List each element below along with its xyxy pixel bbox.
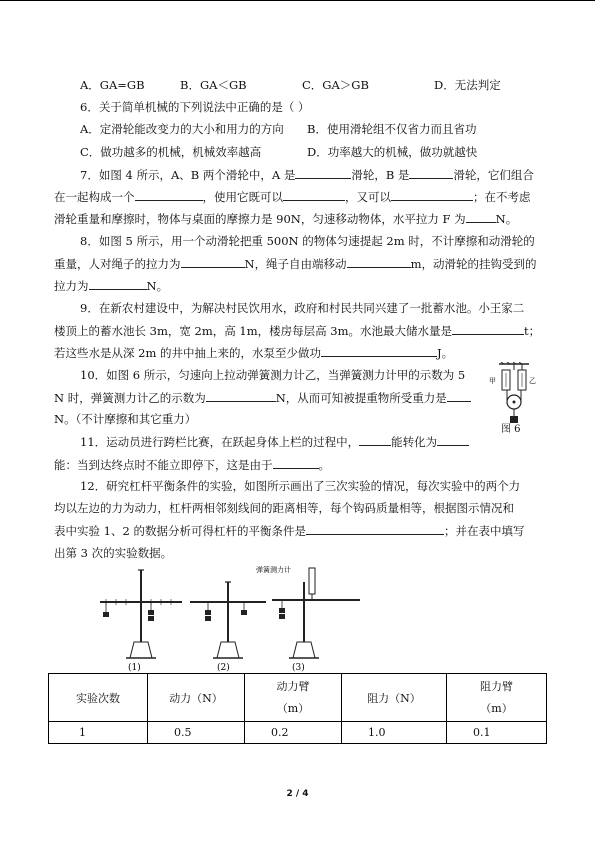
q7-blank-b[interactable] (409, 166, 453, 179)
q7-blank-e[interactable] (391, 188, 473, 201)
q8-line1: 8．如图 5 所示，用一个动滑轮把重 500N 的物体匀速提起 2m 时，不计摩擦和动滑轮的 (80, 234, 535, 248)
q5-option-d: D．无法判定 (434, 78, 501, 92)
q10-line1: 10．如图 6 所示，匀速向上拉动弹簧测力计乙，当弹簧测力计甲的示数为 5 (80, 368, 466, 382)
table-cell: 0.1 (447, 722, 547, 744)
lever-figure-3-note: 弹簧测力计 (256, 566, 291, 574)
q12-line4: 出第 3 次的实验数据。 (54, 546, 173, 560)
table-cell: 0.5 (148, 722, 245, 744)
table-row (49, 722, 547, 744)
q7-blank-c[interactable] (135, 188, 203, 201)
q7-blank-d[interactable] (283, 188, 345, 201)
q8-line3: 拉力为 N。 (54, 279, 169, 293)
lever-figure-1-label: (1) (128, 663, 141, 673)
q5-option-b: B．GA＜GB (180, 78, 247, 92)
table-cell: 0.2 (245, 722, 342, 744)
table-cell: 1.0 (342, 722, 447, 744)
page-number: 2 / 4 (286, 789, 309, 799)
q11-blank-b[interactable] (437, 433, 469, 446)
lever-figure-3-label: (3) (292, 663, 305, 673)
q10-line2: N 时，弹簧测力计乙的示数为 N，从而可知被提重物所受重力是 (54, 389, 471, 406)
q6-option-c: C．做功越多的机械，机械效率越高 (80, 145, 262, 159)
q12-line3: 表中实验 1、2 的数据分析可得杠杆的平衡条件是 ；并在表中填写 (54, 524, 525, 538)
q7-line1: 7．如图 4 所示，A、B 两个滑轮中，A 是 滑轮，B 是 滑轮，它们组合 (80, 168, 534, 182)
table-header-row (49, 674, 547, 722)
figure-6-caption: 图 6 (501, 424, 521, 435)
table-header-effort-arm: 动力臂 （m） (245, 674, 342, 722)
table-header-trial: 实验次数 (49, 674, 148, 722)
header-rule (0, 0, 595, 1)
figure-6-label-right: 乙 (529, 377, 536, 385)
q11-blank-a[interactable] (359, 433, 391, 446)
lever-data-table (48, 673, 547, 744)
q7-blank-f[interactable] (466, 210, 496, 223)
q10-blank-a[interactable] (206, 389, 276, 402)
q8-blank-c[interactable] (89, 277, 147, 290)
q10-line3: N。（不计摩擦和其它重力） (54, 412, 197, 426)
q6-option-b: B．使用滑轮组不仅省力而且省功 (307, 122, 477, 136)
q8-line2: 重量，人对绳子的拉力为 N，绳子自由端移动 m，动滑轮的挂钩受到的 (54, 257, 537, 271)
lever-figure-2 (190, 582, 266, 673)
q9-line1: 9．在新农村建设中，为解决村民饮用水，政府和村民共同兴建了一批蓄水池。小王家二 (80, 301, 525, 315)
q8-blank-a[interactable] (181, 255, 245, 268)
q9-blank-a[interactable] (452, 322, 524, 335)
q7-blank-a[interactable] (295, 166, 351, 179)
lever-figure-1 (100, 570, 182, 673)
table-header-load-force: 阻力（N） (342, 674, 447, 722)
q11-line2: 能：当到达终点时不能立即停下，这是由于 。 (54, 458, 330, 472)
q12-blank-a[interactable] (306, 522, 444, 535)
q6-option-a: A．定滑轮能改变力的大小和用力的方向 (80, 122, 284, 136)
q9-blank-b[interactable] (321, 344, 437, 357)
q11-blank-c[interactable] (273, 456, 319, 469)
q11-line1: 11．运动员进行跨栏比赛，在跃起身体上栏的过程中， 能转化为 (80, 433, 469, 450)
q9-line3: 若这些水是从深 2m 的井中抽上来的，水泵至少做功 J。 (54, 346, 454, 360)
q6-option-d: D．功率越大的机械，做功就越快 (307, 145, 478, 159)
q7-line2: 在一起构成一个 ，使用它既可以 ，又可以 ；在不考虑 (54, 190, 531, 204)
table-header-effort-force: 动力（N） (148, 674, 245, 722)
q12-line2: 均以左边的力为动力，杠杆两相邻刻线间的距离相等，每个钩码质量相等，根据图示情况和 (54, 501, 514, 515)
q5-option-c: C．GA＞GB (302, 78, 369, 92)
q8-blank-b[interactable] (347, 255, 411, 268)
q12-line1: 12．研究杠杆平衡条件的实验，如图所示画出了三次实验的情况，每次实验中的两个力 (80, 479, 521, 493)
lever-figure-3 (256, 565, 360, 673)
table-cell: 1 (49, 722, 148, 744)
table-header-load-arm: 阻力臂 （m） (447, 674, 547, 722)
figure-6-label-left: 甲 (489, 377, 496, 385)
q6-stem: 6．关于简单机械的下列说法中正确的是（ ） (80, 100, 310, 114)
q10-blank-b[interactable] (447, 389, 471, 402)
q9-line2: 楼顶上的蓄水池长 3m，宽 2m，高 1m，楼房每层高 3m。水池最大储水量是 t； (54, 324, 541, 338)
lever-figure-2-label: (2) (217, 663, 230, 673)
lever-experiment-figures (96, 562, 366, 674)
q5-option-a: A．GA=GB (80, 78, 145, 92)
q7-line3: 滑轮重量和摩擦时，物体与桌面的摩擦力是 90N，匀速移动物体，水平拉力 F 为 N。 (54, 212, 518, 226)
